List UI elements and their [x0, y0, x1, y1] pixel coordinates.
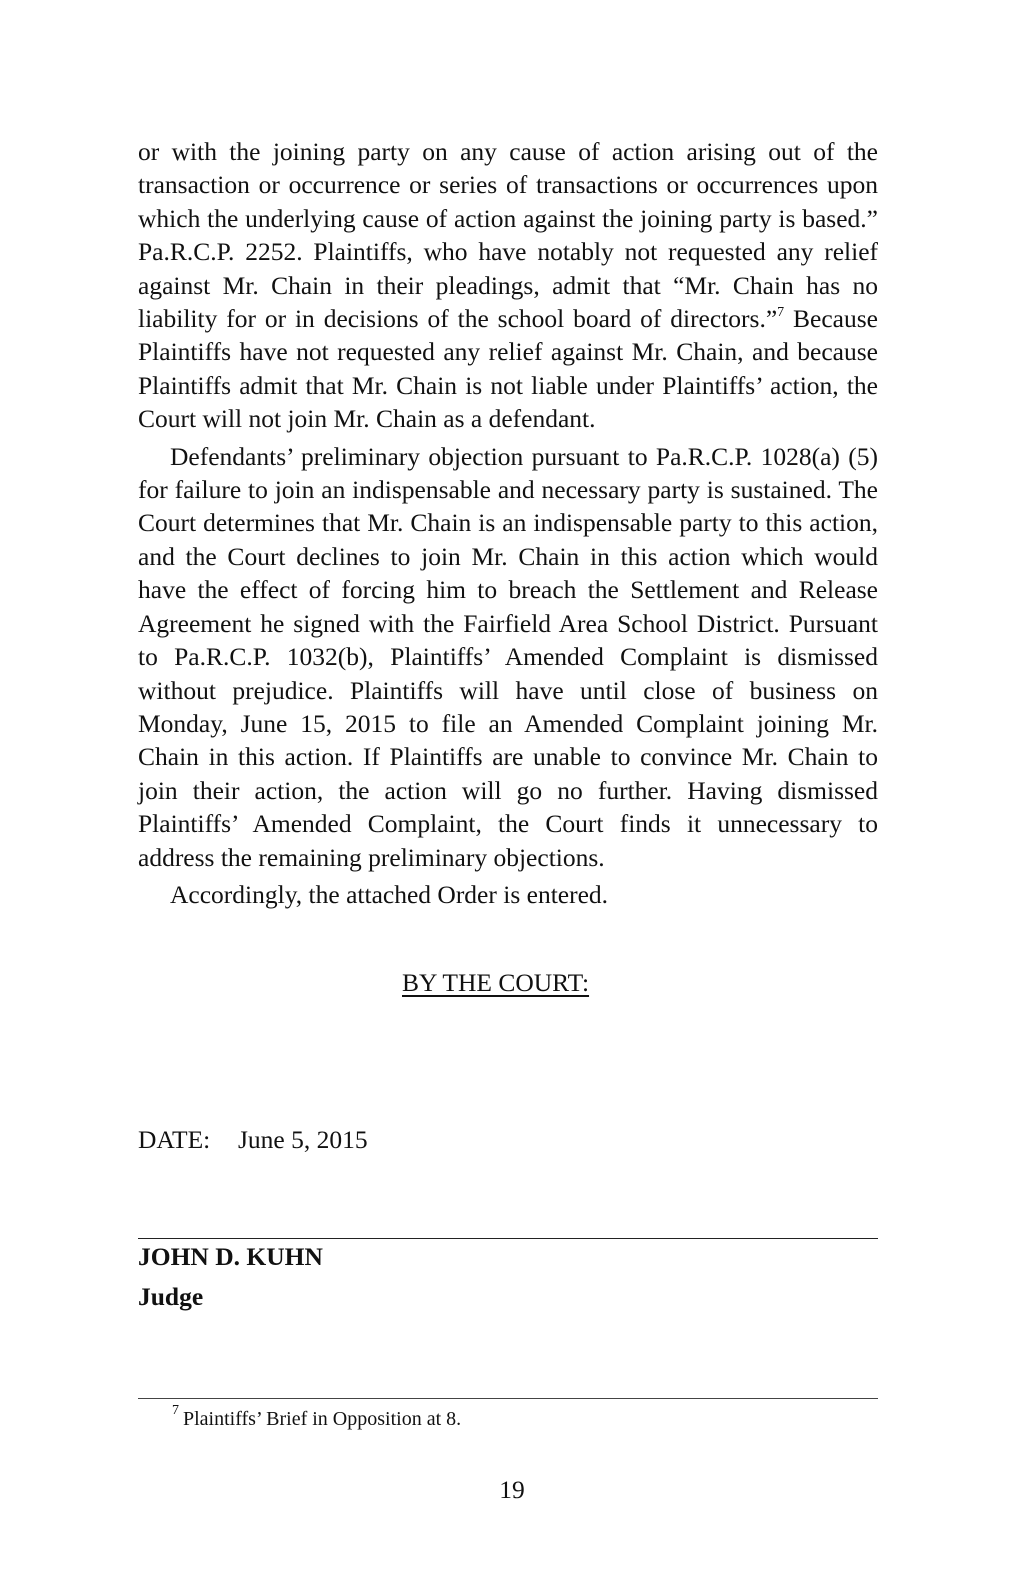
footnote-reference: 7 — [777, 304, 785, 320]
paragraph-text: Because Plaintiffs have not requested any relief against Mr. Chain, and because Plaintiffs admit that Mr. Chain is not liable under Plaintiffs’ action, the Court will not join Mr. Chain as a defendant. — [138, 304, 878, 434]
paragraph-conclusion: Accordingly, the attached Order is entered. — [170, 879, 609, 909]
footnote-text: Plaintiffs’ Brief in Opposition at 8. — [183, 1408, 462, 1430]
paragraph-text: or with the joining party on any cause of action arising out of the transaction or occurrence or series of transactions or occurrences upon which the underlying cause of action against the joining party is based.” Pa.R.C.P. 2252. Plaintiffs, who have notably not requested any relief against Mr. Chain in their pleadings, admit that “Mr. Chain has no liability for or in decisions of the school board of directors.” — [138, 137, 878, 334]
date-label: DATE: — [138, 1125, 211, 1154]
paragraph-ruling: Defendants’ preliminary objection pursuant to Pa.R.C.P. 1028(a) (5) for failure to join an indispensable and necessary party is sustained. The Court determines that Mr. Chain is an indispensable party to this action, and the Court declines to join Mr. Chain in this action which would have the effect of forcing him to breach the Settlement and Release Agreement he signed with the Fairfield Area School District. Pursuant to Pa.R.C.P. 1032(b), Plaintiffs’ Amended Complaint is dismissed without prejudice. Plaintiffs will have until close of business on Monday, June 15, 2015 to file an Amended Complaint joining Mr. Chain in this action. If Plaintiffs are unable to convince Mr. Chain to join their action, the action will go no further. Having dismissed Plaintiffs’ Amended Complaint, the Court finds it unnecessary to address the remaining preliminary objections. — [138, 441, 878, 872]
by-the-court-heading: BY THE COURT: — [402, 968, 590, 997]
signature-line — [138, 1238, 878, 1239]
page-number: 19 — [499, 1475, 525, 1504]
date-line — [138, 1125, 368, 1155]
opinion-body — [138, 135, 878, 915]
footnote — [172, 1403, 462, 1431]
date-value: June 5, 2015 — [238, 1125, 368, 1154]
judge-name: JOHN D. KUHN — [138, 1242, 323, 1271]
footnote-divider — [138, 1398, 878, 1399]
paragraph-continuation — [138, 135, 878, 436]
judge-title: Judge — [138, 1282, 204, 1311]
footnote-number: 7 — [172, 1403, 179, 1419]
